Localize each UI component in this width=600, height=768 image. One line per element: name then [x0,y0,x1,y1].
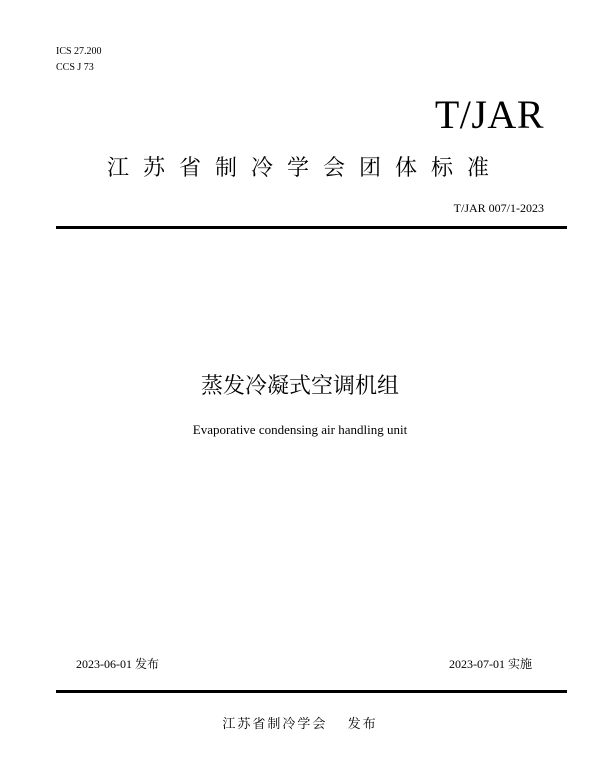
publisher-name: 江苏省制冷学会 [222,717,328,732]
release-label: 发布 [135,657,160,671]
standard-number: T/JAR 007/1-2023 [453,201,544,215]
release-date: 2023-06-01 [76,657,132,671]
release-date-block [76,656,159,672]
implement-date: 2023-07-01 [448,657,505,671]
publisher-line [0,716,600,734]
ccs-code: CCS J 73 [56,62,94,73]
publish-label: 发布 [347,717,378,732]
standard-brand: T/JAR [434,92,544,137]
top-rule [56,226,567,229]
implement-label: 实施 [507,657,532,671]
bottom-rule [56,690,567,693]
document-title-chinese: 蒸发冷凝式空调机组 [200,374,399,399]
ics-code: ICS 27.200 [56,46,102,57]
organization-standard-title: 江苏省制冷学会团体标准 [106,156,503,181]
document-title-english: Evaporative condensing air handling unit [192,422,408,437]
implement-date-block [449,656,532,672]
classification-block [56,44,102,76]
